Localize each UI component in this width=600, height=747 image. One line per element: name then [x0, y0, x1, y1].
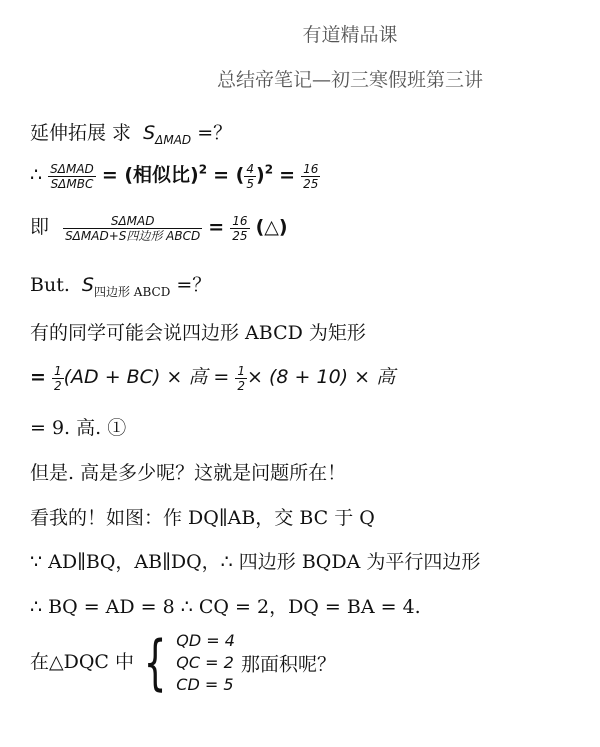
result-numerator: 16 — [232, 213, 248, 228]
line-but — [30, 270, 211, 300]
total-ratio-fraction — [63, 214, 202, 243]
equation-cd: CD = 5 — [176, 675, 234, 694]
triangle-label: 在△DQC 中 — [30, 651, 134, 673]
ratio-numerator: 4 — [246, 161, 254, 176]
line-extension-question — [30, 118, 232, 147]
question-tail: =？ — [176, 274, 212, 296]
header-brand: 有道精品课 — [302, 24, 398, 46]
power: 2 — [198, 162, 208, 177]
total-numerator: SΔMAD — [63, 214, 202, 229]
equals: = — [30, 366, 46, 388]
equation-system — [176, 630, 235, 696]
close-paren: ) — [256, 164, 265, 186]
line-nine-height: = 9. 高. ① — [30, 417, 127, 439]
formula-part2: × (8 + 10) × 高 — [247, 366, 396, 388]
ji-label: 即 — [30, 216, 50, 238]
extension-label: 延伸拓展 求 — [30, 122, 132, 144]
equation-tag: (△) — [255, 216, 288, 238]
result-denominator: 25 — [303, 176, 319, 191]
line-problem: 但是. 高是多少呢？这就是问题所在！ — [30, 462, 347, 484]
area-subscript: 四边形 ABCD — [93, 285, 171, 299]
line-ratio — [30, 160, 320, 191]
therefore-symbol: ∴ — [30, 164, 43, 186]
brace-symbol: { — [143, 628, 167, 698]
formula-part1: (AD + BC) × 高 = — [63, 366, 230, 388]
line-parallelogram: ∵ AD∥BQ，AB∥DQ，∴ 四边形 BQDA 为平行四边形 — [30, 551, 481, 573]
half-numerator-2: 1 — [237, 363, 246, 378]
result-numerator: 16 — [303, 161, 319, 176]
area-question: 那面积呢？ — [241, 653, 337, 676]
area-symbol: S — [81, 274, 94, 296]
ratio-denominator: 5 — [246, 176, 254, 191]
result-fraction — [230, 214, 249, 243]
equation-qd: QD = 4 — [176, 631, 235, 650]
half-denominator: 2 — [53, 378, 62, 393]
half-numerator: 1 — [53, 363, 62, 378]
result-denominator: 25 — [232, 228, 248, 243]
area-ratio-fraction — [48, 162, 96, 191]
fraction-numerator: SΔMAD — [50, 161, 94, 176]
result-fraction — [301, 162, 320, 191]
equals: = — [208, 216, 225, 238]
area-subscript: ΔMAD — [155, 133, 192, 147]
fraction-denominator: SΔMBC — [50, 176, 94, 191]
equals: = — [279, 164, 296, 186]
line-triangle-system — [30, 630, 336, 696]
question-tail: =？ — [197, 122, 233, 144]
equation-qc: QC = 2 — [176, 653, 234, 672]
half-fraction — [52, 364, 64, 393]
line-lengths: ∴ BQ = AD = 8 ∴ CQ = 2，DQ = BA = 4. — [30, 596, 421, 618]
line-ji — [30, 212, 288, 243]
similarity-text: = (相似比) — [101, 164, 199, 186]
half-fraction-2 — [235, 364, 247, 393]
but-label: But. — [30, 274, 70, 296]
line-area-formula — [30, 362, 395, 393]
line-rectangle-claim: 有的同学可能会说四边形 ABCD 为矩形 — [30, 322, 366, 344]
area-symbol: S — [143, 122, 156, 144]
power2: 2 — [264, 162, 274, 177]
equals-open: = ( — [213, 164, 245, 186]
header-subtitle: 总结帝笔记—初三寒假班第三讲 — [216, 69, 483, 91]
ratio-fraction — [244, 162, 256, 191]
half-denominator-2: 2 — [237, 378, 246, 393]
line-construction: 看我的！如图：作 DQ∥AB，交 BC 于 Q — [30, 507, 375, 529]
total-denominator: SΔMAD+S四边形 ABCD — [65, 228, 201, 243]
